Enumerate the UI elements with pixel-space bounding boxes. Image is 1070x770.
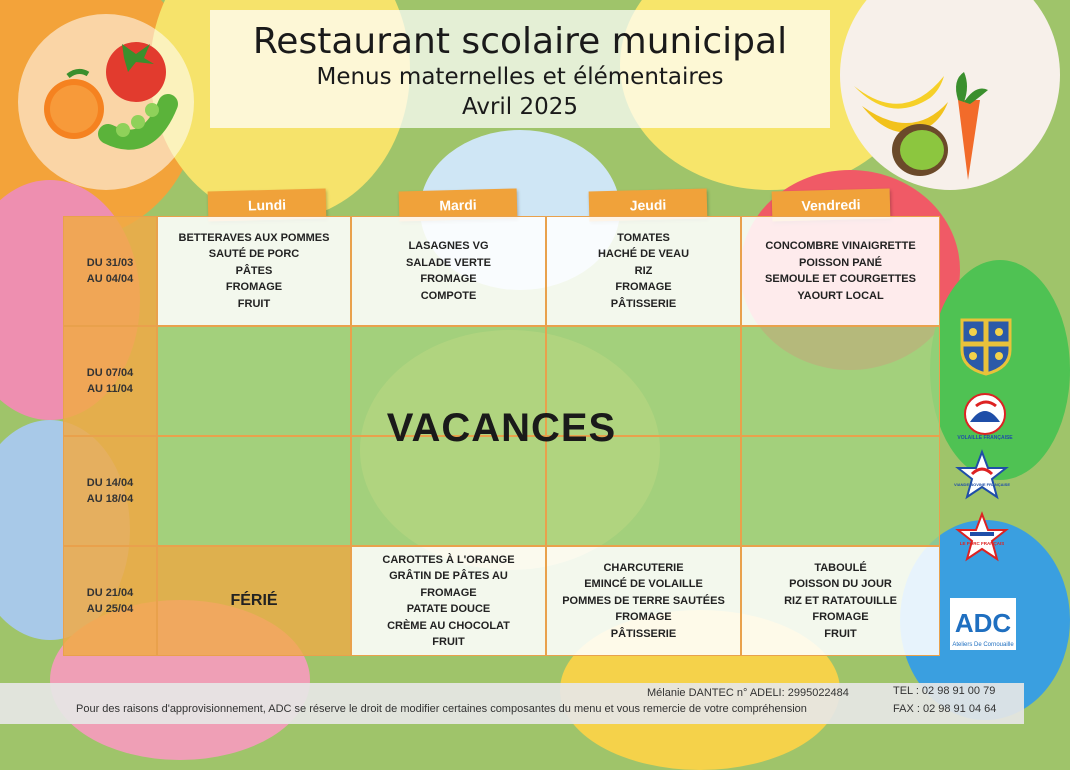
menu-item: BETTERAVES AUX POMMES	[178, 231, 330, 244]
week-3-from: DU 14/04	[86, 477, 134, 489]
menu-item: PÂTISSERIE	[610, 627, 677, 640]
fruits-vegetables-logo	[18, 14, 194, 190]
menu-item: FRUIT	[237, 297, 271, 310]
menu-item: YAOURT LOCAL	[797, 289, 884, 302]
menu-item: GRÂTIN DE PÂTES AU	[389, 570, 508, 582]
menu-item: RIZ ET RATATOUILLE	[784, 594, 897, 607]
menu-item: EMINCÉ DE VOLAILLE	[584, 578, 703, 591]
tab-jeudi: Jeudi	[589, 188, 708, 221]
coat-of-arms-icon	[958, 316, 1014, 376]
week-3-dates	[63, 436, 157, 546]
viande-bovine-francaise-badge	[953, 450, 1011, 502]
fruits-vegetables-icon	[18, 14, 194, 190]
menu-item: LASAGNES VG	[408, 240, 489, 252]
footer	[0, 683, 1024, 724]
menu-item: CONCOMBRE VINAIGRETTE	[765, 240, 916, 252]
adc-logo	[948, 596, 1018, 652]
page-month: Avril 2025	[461, 94, 579, 120]
menu-item: PATATE DOUCE	[406, 603, 491, 615]
menu-cell-w4-lundi	[157, 546, 351, 656]
le-porc-francais-badge	[956, 512, 1008, 564]
menu-cell-w1-mardi	[351, 216, 546, 326]
dietitian-info: Mélanie DANTEC n° ADELI: 2995022484	[647, 687, 849, 699]
menu-item: SAUTÉ DE PORC	[208, 248, 300, 261]
menu-cell-w1-vendredi	[741, 216, 940, 326]
menu-item: COMPOTE	[420, 289, 477, 302]
menu-item: PÂTISSERIE	[610, 297, 677, 310]
week-1-from: DU 31/03	[86, 257, 134, 269]
menu-item: SEMOULE ET COURGETTES	[765, 273, 916, 285]
menu-item: FROMAGE	[812, 611, 869, 624]
porc-badge-text: LE PORC FRANÇAIS	[959, 541, 1005, 546]
phone-number: TEL : 02 98 91 00 79	[893, 685, 996, 697]
fax-number: FAX : 02 98 91 04 64	[893, 703, 997, 715]
holiday-cell	[351, 436, 546, 546]
holiday-cell	[157, 436, 351, 546]
menu-item: FROMAGE	[420, 586, 477, 599]
adc-logo-text: ADC	[954, 608, 1012, 638]
menu-item: CHARCUTERIE	[603, 561, 684, 574]
menu-item: FRUIT	[432, 636, 465, 648]
holiday-cell	[546, 436, 741, 546]
supply-disclaimer: Pour des raisons d'approvisionnement, ADC se réserve le droit de modifier certaines composantes du menu et vous remercie de votre compréhension	[76, 703, 807, 715]
menu-item: FROMAGE	[615, 611, 672, 624]
menu-item: TOMATES	[617, 231, 670, 244]
menu-item: RIZ	[634, 264, 653, 277]
menu-grid	[63, 216, 940, 656]
week-1-to: AU 04/04	[86, 273, 134, 285]
public-holiday-label: FÉRIÉ	[230, 592, 278, 609]
holiday-cell	[741, 436, 940, 546]
menu-cell-w1-lundi	[157, 216, 351, 326]
tab-lundi: Lundi	[208, 188, 327, 221]
menu-item: POISSON DU JOUR	[789, 578, 892, 591]
week-2-to: AU 11/04	[87, 383, 133, 395]
menu-item: CAROTTES À L'ORANGE	[382, 553, 515, 566]
menu-cell-w4-vendredi	[741, 546, 940, 656]
week-1-dates	[63, 216, 157, 326]
adc-logo-subtext: Ateliers De Cornouaille	[952, 642, 1014, 648]
menu-cell-w4-jeudi	[546, 546, 741, 656]
week-4-dates	[63, 546, 157, 656]
menu-item: TABOULÉ	[814, 561, 867, 574]
tab-vendredi: Vendredi	[772, 188, 891, 221]
menu-cell-w4-mardi	[351, 546, 546, 656]
week-4-from: DU 21/04	[86, 587, 134, 599]
menu-item: HACHÉ DE VEAU	[597, 248, 690, 261]
menu-item: POMMES DE TERRE SAUTÉES	[562, 594, 725, 607]
banana-kiwi-carrot-icon	[848, 40, 998, 190]
page-title: Restaurant scolaire municipal	[252, 21, 788, 62]
menu-cell-w1-jeudi	[546, 216, 741, 326]
menu-item: SALADE VERTE	[406, 256, 491, 269]
menu-item: FRUIT	[824, 627, 857, 640]
menu-item: FROMAGE	[615, 281, 672, 294]
week-3-to: AU 18/04	[86, 493, 134, 505]
menu-item: PÂTES	[235, 264, 273, 277]
viande-badge-text: VIANDE BOVINE FRANÇAISE	[953, 482, 1011, 487]
week-2-from: DU 07/04	[86, 367, 134, 379]
holiday-label: VACANCES	[386, 406, 617, 450]
menu-item: POISSON PANÉ	[799, 256, 882, 269]
week-4-to: AU 25/04	[86, 603, 134, 615]
volaille-badge-text: VOLAILLE FRANÇAISE	[957, 435, 1013, 441]
volaille-francaise-badge	[957, 392, 1013, 442]
menu-item: CRÈME AU CHOCOLAT	[387, 619, 510, 632]
tab-mardi: Mardi	[399, 188, 518, 221]
menu-item: FROMAGE	[225, 281, 283, 294]
header-title-box	[210, 10, 830, 128]
menu-item: FROMAGE	[420, 273, 477, 285]
page-subtitle: Menus maternelles et élémentaires	[316, 64, 724, 90]
